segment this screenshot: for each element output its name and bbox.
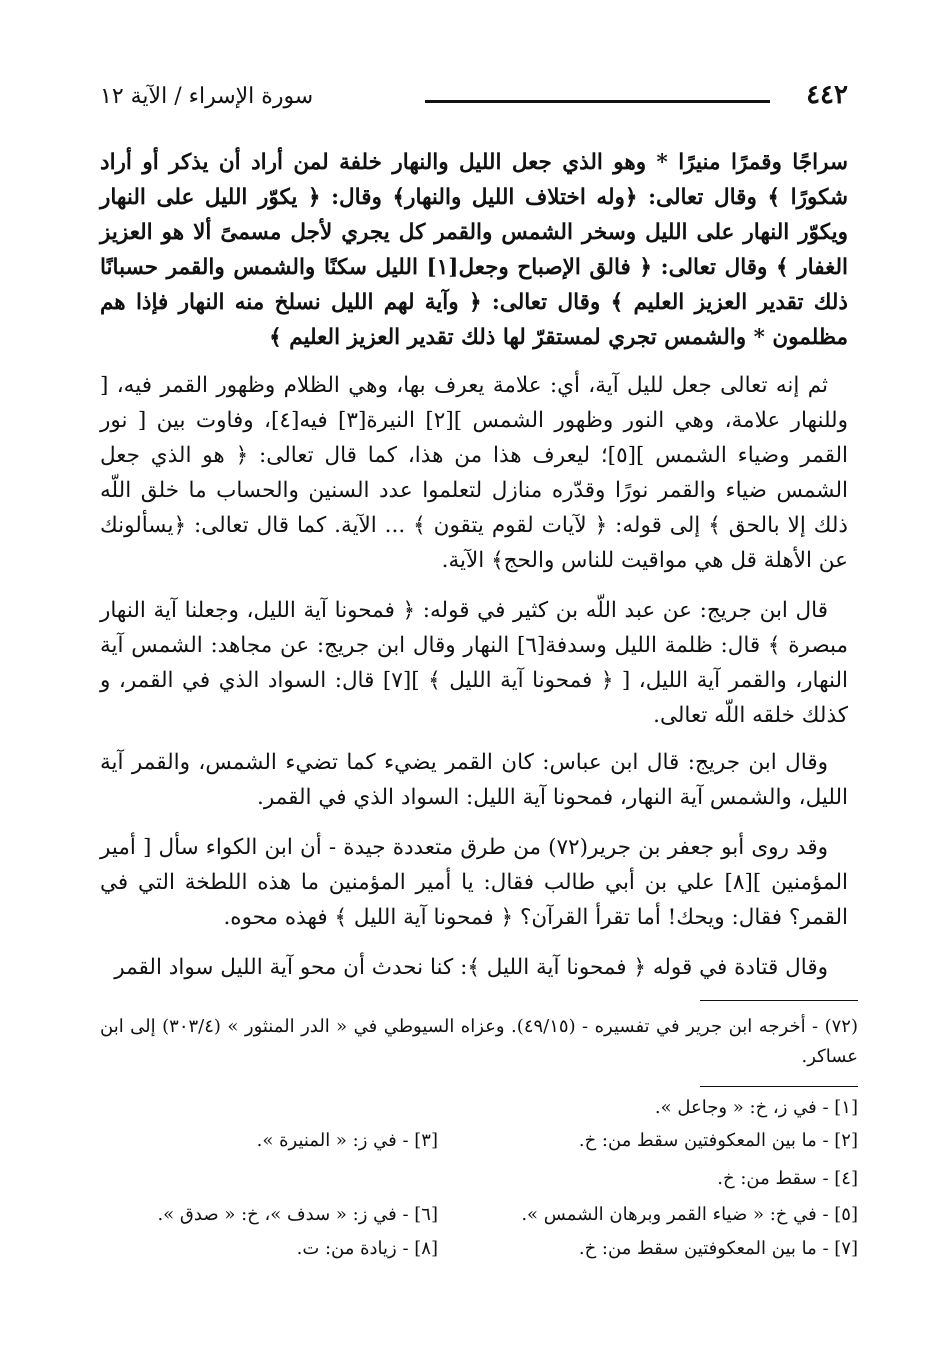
body-paragraph-4: وقال ابن جريج: قال ابن عباس: كان القمر يضيء كما تضيء الشمس، والقمر آية الليل، والشمس آية النهار، فمحونا آية الليل: السواد الذي في القمر. [100,750,848,810]
note-2: [٢] - ما بين المعكوفتين سقط من: خ. [578,1130,858,1151]
note-5: [٥] - في خ: « ضياء القمر وبرهان الشمس ». [521,1204,858,1225]
note-7: [٧] - ما بين المعكوفتين سقط من: خ. [578,1238,858,1259]
body-paragraph-1: سراجًا وقمرًا منيرًا * وهو الذي جعل الليل والنهار خلفة لمن أراد أن يذكر أو أراد شكورًا ﴾ وقال تعالى: ﴿وله اختلاف الليل والنهار﴾ وقال: ﴿ يكوّر الليل على النهار ويكوّر النهار على الليل وسخر الشمس والقمر كل يجري لأجل مسمىً ألا هو العزيز الغفار ﴾ وقال تعالى: ﴿ فالق الإصباح وجعل[١] الليل سكنًا والشمس والقمر حسبانًا ذلك تقدير العزيز العليم ﴾ وقال تعالى: ﴿ وآية لهم الليل نسلخ منه النهار فإذا هم مظلمون * والشمس تجري لمستقرّ لها ذلك تقدير العزيز العليم ﴾ [100,150,848,350]
header-rule [425,100,770,103]
page-header [100,80,848,120]
note-6: [٦] - في ز: « سدف »، خ: « صدق ». [157,1204,438,1225]
body-paragraph-6: وقال قتادة في قوله ﴿ فمحونا آية الليل ﴾: كنا نحدث أن محو آية الليل سواد القمر [114,955,828,980]
notes-separator [700,1086,858,1087]
body-paragraph-5: وقد روى أبو جعفر بن جرير(٧٢) من طرق متعددة جيدة - أن ابن الكواء سأل [ أمير المؤمنين ][٨] علي بن أبي طالب فقال: يا أمير المؤمنين ما هذه اللطخة التي في القمر؟ فقال: ويحك! أما تقرأ القرآن؟ ﴿ فمحونا آية الليل ﴾ فهذه محوه. [100,835,848,930]
surah-title: سورة الإسراء / الآية ١٢ [100,84,314,109]
page-number: ٤٤٢ [806,80,848,110]
footnote-72: (٧٢) - أخرجه ابن جرير في تفسيره - (٤٩/١٥). وعزاه السيوطي في « الدر المنثور » (٣٠٣/٤) إلى ابن عساكر. [100,1016,858,1067]
note-1: [١] - في ز، خ: « وجاعل ». [654,1097,858,1118]
note-8: [٨] - زيادة من: ت. [296,1238,438,1259]
footnote-separator [700,1000,858,1001]
body-paragraph-2: ثم إنه تعالى جعل لليل آية، أي: علامة يعرف بها، وهي الظلام وظهور القمر فيه، [ وللنهار علامة، وهي النور وظهور الشمس ][٢] النيرة[٣] فيه[٤]، وفاوت بين [ نور القمر وضياء الشمس ][٥]؛ ليعرف هذا من هذا، كما قال تعالى: ﴿ هو الذي جعل الشمس ضياء والقمر نورًا وقدّره منازل لتعلموا عدد السنين والحساب ما خلق اللّه ذلك إلا بالحق ﴾ إلى قوله: ﴿ لآيات لقوم يتقون ﴾ ... الآية. كما قال تعالى: ﴿يسألونك عن الأهلة قل هي مواقيت للناس والحج﴾ الآية. [100,373,848,573]
note-3: [٣] - في ز: « المنيرة ». [256,1130,438,1151]
body-paragraph-3: قال ابن جريج: عن عبد اللّه بن كثير في قوله: ﴿ فمحونا آية الليل، وجعلنا آية النهار مبصرة ﴾ قال: ظلمة الليل وسدفة[٦] النهار وقال ابن جريج: عن مجاهد: الشمس آية النهار، والقمر آية الليل، [ ﴿ فمحونا آية الليل ﴾ ][٧] قال: السواد الذي في القمر، و كذلك خلقه اللّه تعالى. [100,598,849,728]
note-4: [٤] - سقط من: خ. [717,1168,858,1189]
